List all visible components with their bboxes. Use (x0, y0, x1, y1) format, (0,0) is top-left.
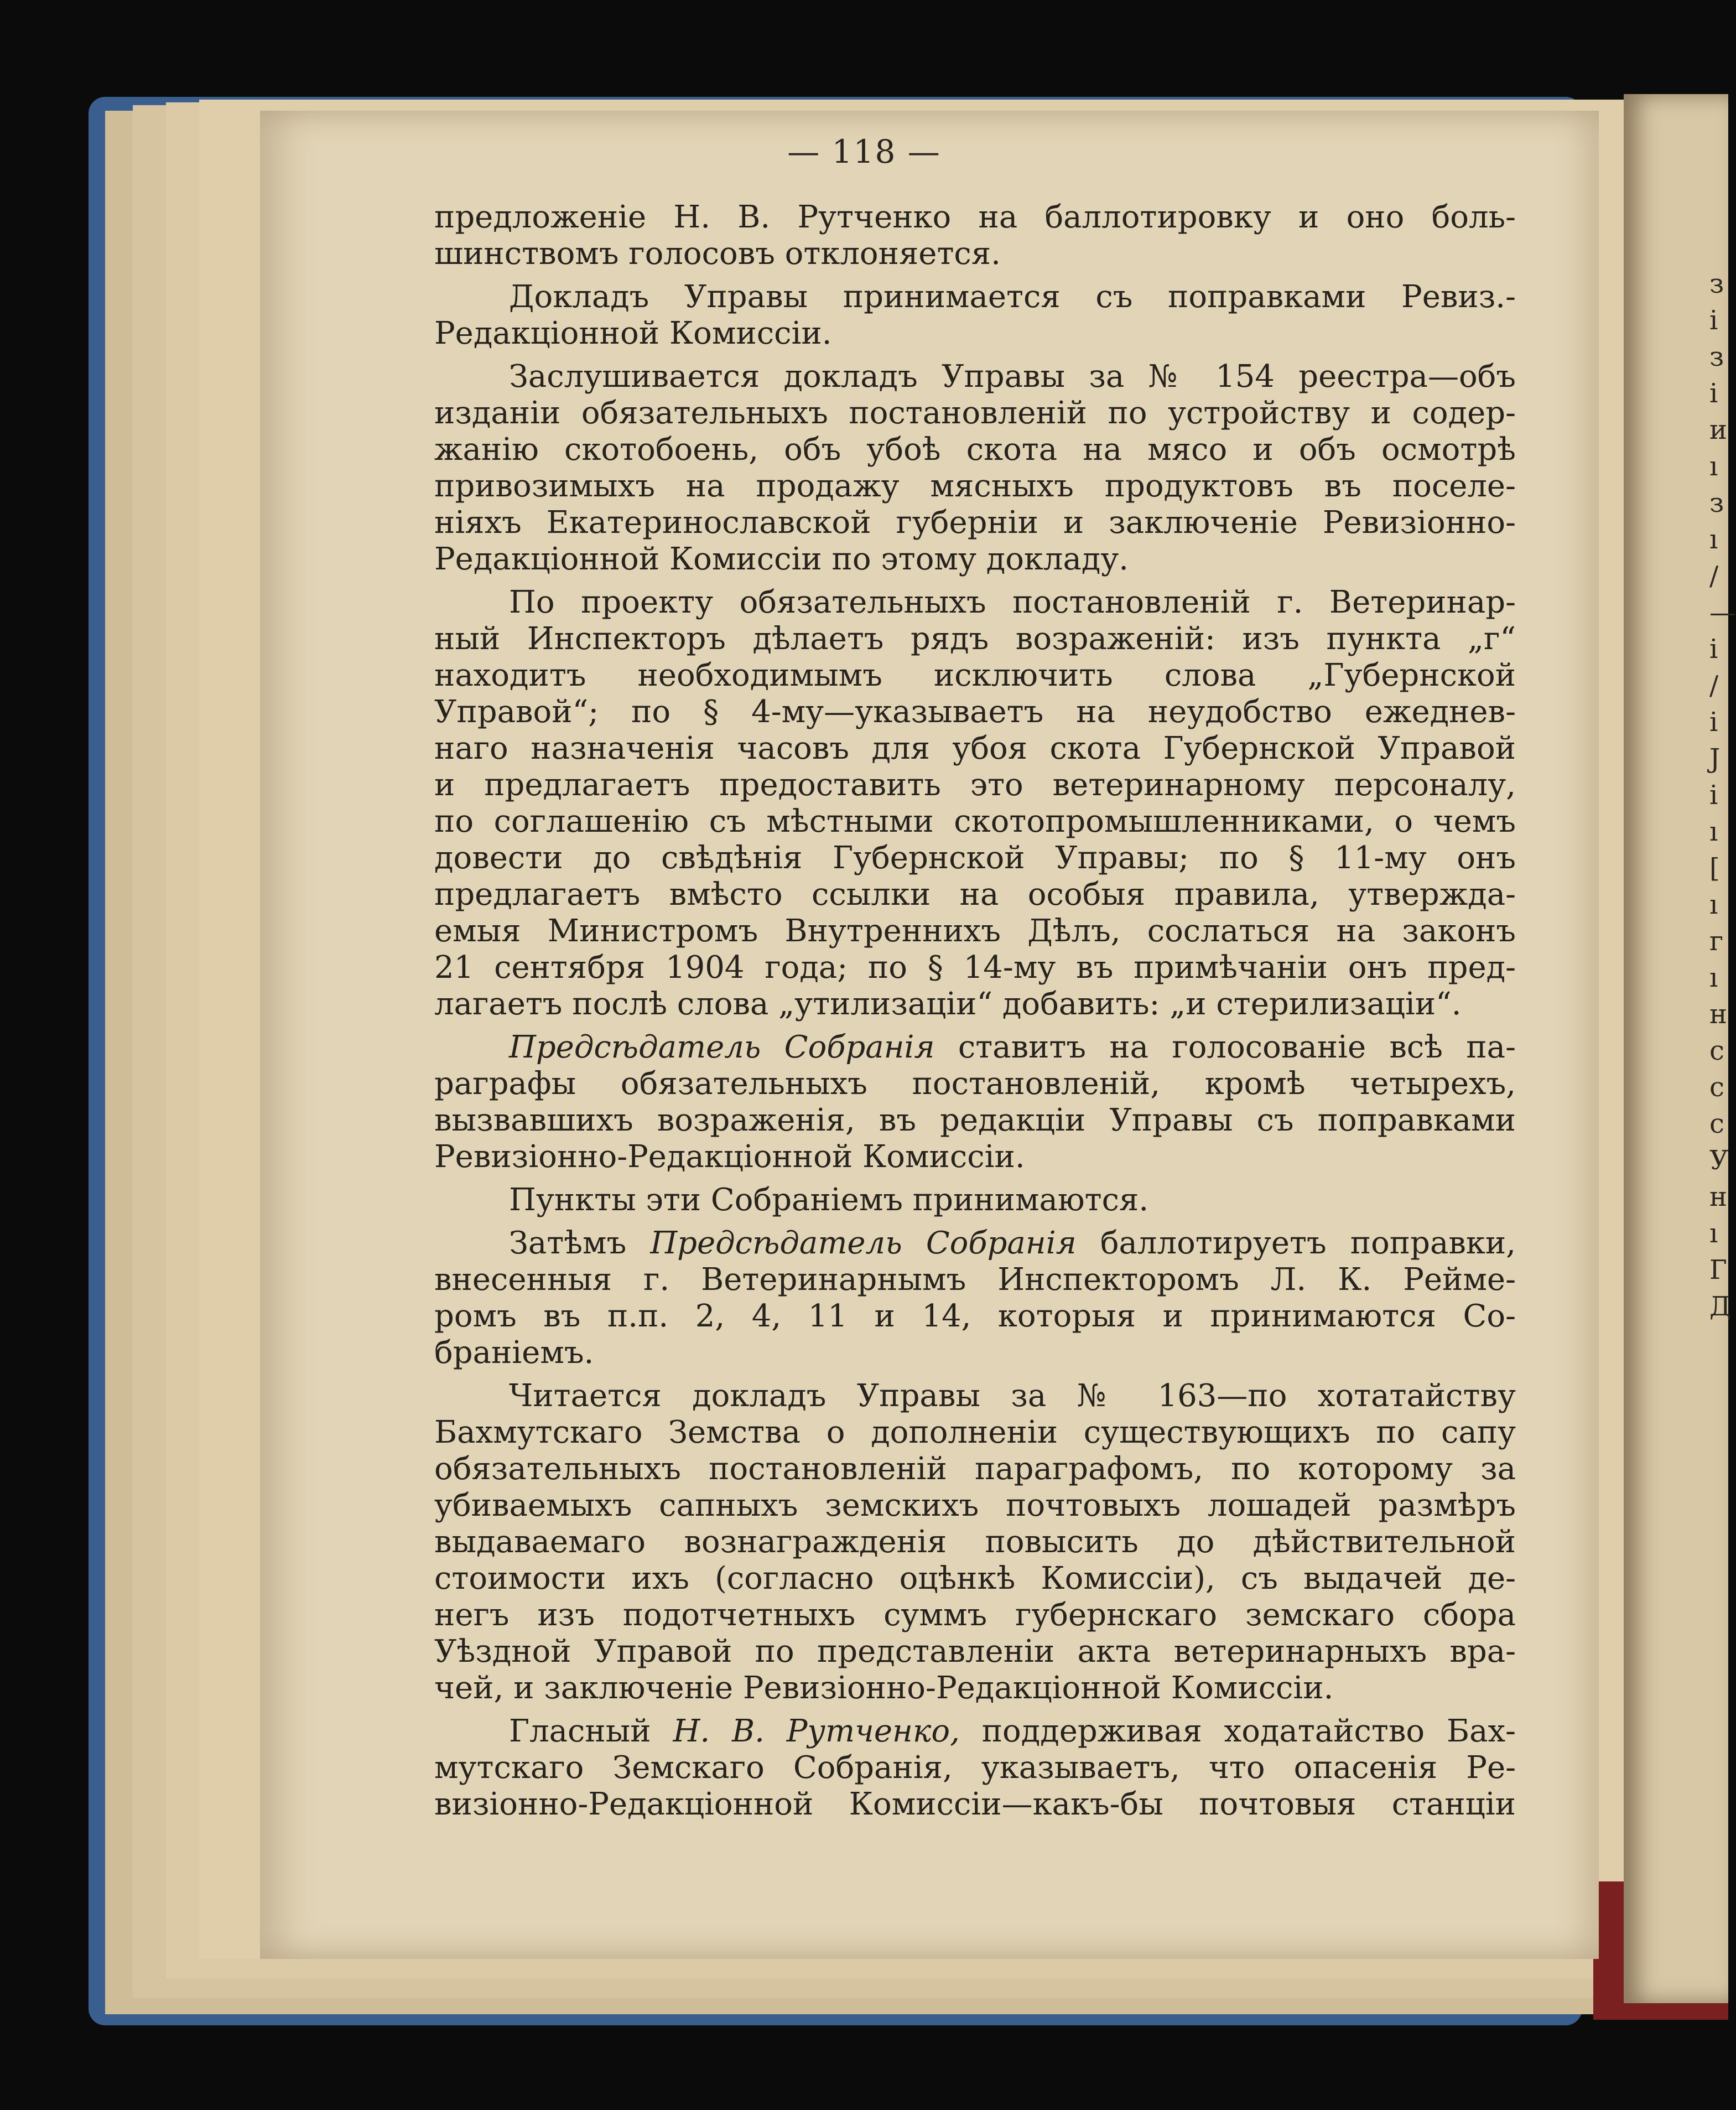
facing-glyph: ı (1709, 816, 1718, 847)
facing-glyph: і (1709, 707, 1718, 738)
text-line (434, 986, 1516, 1023)
page-body (434, 199, 1516, 1829)
text-line (434, 359, 1516, 395)
line-text: убиваемыхъ сапныхъ земскихъ почтовыхъ лошадей размѣръ (434, 1487, 1516, 1523)
text-line (434, 1634, 1516, 1670)
line-text: ставитъ на голосованіе всѣ па- (934, 1029, 1516, 1065)
line-text: Читается докладъ Управы за № 163—по хотатайству (509, 1378, 1516, 1414)
facing-glyph: і (1709, 305, 1718, 336)
line-text: Управой“; по § 4-му—указываетъ на неудобство ежеднев- (434, 694, 1516, 730)
text-line (434, 877, 1516, 913)
line-text: По проекту обязательныхъ постановленій г. Ветеринар- (509, 584, 1516, 620)
line-text: ніяхъ Екатеринославской губерніи и заключеніе Ревизіонно- (434, 505, 1516, 541)
paragraph (434, 1182, 1516, 1219)
line-text: поддерживая ходатайство Бах- (959, 1713, 1516, 1749)
text-line (434, 1750, 1516, 1786)
text-line (434, 199, 1516, 236)
facing-glyph: н (1709, 1181, 1727, 1212)
text-line (434, 1139, 1516, 1175)
text-line (434, 913, 1516, 950)
text-line (434, 432, 1516, 468)
line-text: визіонно-Редакціонной Комиссіи—какъ-бы почтовыя станціи (434, 1786, 1516, 1822)
text-line (434, 1524, 1516, 1561)
text-line (434, 1102, 1516, 1139)
facing-glyph: з (1709, 268, 1724, 299)
text-line (434, 1487, 1516, 1524)
line-text: емыя Министромъ Внутреннихъ Дѣлъ, сослаться на законъ (434, 913, 1516, 949)
text-line (434, 1262, 1516, 1298)
lead-text: Гласный (509, 1713, 673, 1749)
line-text: изданіи обязательныхъ постановленій по устройству и содер- (434, 395, 1516, 431)
facing-glyph: — (1709, 597, 1736, 628)
facing-glyph: с (1709, 1035, 1724, 1066)
line-text: внесенныя г. Ветеринарнымъ Инспекторомъ Л. К. Рейме- (434, 1262, 1516, 1298)
line-text: мутскаго Земскаго Собранія, указываетъ, что опасенія Ре- (434, 1750, 1516, 1786)
line-text: ромъ въ п.п. 2, 4, 11 и 14, которыя и принимаются Со- (434, 1298, 1516, 1334)
facing-glyph: з (1709, 488, 1724, 519)
text-line (434, 1670, 1516, 1707)
line-text: Редакціонной Комиссіи по этому докладу. (434, 541, 1129, 577)
text-line (434, 767, 1516, 803)
line-text: Заслушивается докладъ Управы за № 154 реестра—объ (509, 359, 1516, 395)
paragraph (434, 584, 1516, 1023)
page-number: — 118 — (787, 133, 941, 170)
text-line (434, 694, 1516, 730)
facing-glyph: Г (1709, 1254, 1727, 1285)
facing-glyph: с (1709, 1108, 1724, 1139)
line-text: чей, и заключеніе Ревизіонно-Редакціонной Комиссіи. (434, 1670, 1334, 1706)
line-text: 21 сентября 1904 года; по § 14-му въ примѣчаніи онъ пред- (434, 950, 1516, 986)
italic-name: Предсѣдатель Собранія (650, 1225, 1077, 1261)
text-line (434, 395, 1516, 432)
facing-glyph: / (1709, 561, 1719, 592)
facing-glyph: з (1709, 341, 1724, 372)
line-text: Редакціонной Комиссіи. (434, 315, 832, 351)
facing-glyph: Д (1709, 1291, 1732, 1322)
text-line (434, 730, 1516, 767)
text-line (434, 1597, 1516, 1634)
facing-glyph: і (1709, 634, 1718, 665)
text-line (434, 840, 1516, 877)
facing-glyph: [ (1709, 853, 1720, 884)
lead-text: Затѣмъ (509, 1225, 651, 1261)
facing-glyph: ı (1709, 1218, 1718, 1249)
facing-glyph: ı (1709, 524, 1718, 555)
text-line (434, 1378, 1516, 1414)
paragraph (434, 359, 1516, 578)
text-line (434, 279, 1516, 315)
paragraph (434, 1713, 1516, 1823)
facing-glyph: У (1709, 1145, 1729, 1176)
line-text: предложеніе Н. В. Рутченко на баллотировку и оно боль- (434, 199, 1516, 235)
line-text: стоимости ихъ (согласно оцѣнкѣ Комиссіи), съ выдачей де- (434, 1561, 1516, 1596)
facing-glyph: / (1709, 670, 1719, 701)
facing-glyph: ı (1709, 889, 1718, 920)
facing-page-text (1709, 266, 1736, 1325)
line-text: находитъ необходимымъ исключить слова „Губернской (434, 657, 1516, 693)
line-text: и предлагаетъ предоставить это ветеринарному персоналу, (434, 767, 1516, 803)
paragraph (434, 1225, 1516, 1371)
text-line (434, 541, 1516, 578)
text-line (434, 468, 1516, 505)
text-line (434, 1713, 1516, 1750)
text-line (434, 1335, 1516, 1371)
text-line (434, 1182, 1516, 1219)
line-text: Бахмутскаго Земства о дополненіи существующихъ по сапу (434, 1414, 1516, 1450)
line-text: привозимыхъ на продажу мясныхъ продуктовъ въ поселе- (434, 468, 1516, 504)
text-line (434, 236, 1516, 272)
line-text: раграфы обязательныхъ постановленій, кромѣ четырехъ, (434, 1066, 1516, 1102)
text-line (434, 1298, 1516, 1335)
text-line (434, 950, 1516, 986)
line-text: шинствомъ голосовъ отклоняется. (434, 236, 1001, 272)
italic-name: Предсѣдатель Собранія (509, 1029, 935, 1065)
line-text: баллотируетъ поправки, (1076, 1225, 1516, 1261)
facing-glyph: с (1709, 1072, 1724, 1103)
facing-glyph: и (1709, 414, 1727, 445)
text-line (434, 621, 1516, 657)
facing-glyph: ı (1709, 451, 1718, 482)
facing-glyph: і (1709, 780, 1718, 811)
text-line (434, 803, 1516, 840)
paragraph (434, 199, 1516, 272)
text-line (434, 1066, 1516, 1102)
line-text: браніемъ. (434, 1335, 594, 1371)
line-text: наго назначенія часовъ для убоя скота Губернской Управой (434, 730, 1516, 766)
line-text: Ревизіонно-Редакціонной Комиссіи. (434, 1139, 1025, 1175)
text-line (434, 1414, 1516, 1451)
paragraph (434, 1029, 1516, 1175)
facing-glyph: ı (1709, 962, 1718, 993)
line-text: по соглашенію съ мѣстными скотопромышленниками, о чемъ (434, 803, 1516, 839)
line-text: жанію скотобоень, объ убоѣ скота на мясо и объ осмотрѣ (434, 432, 1516, 468)
line-text: лагаетъ послѣ слова „утилизаціи“ добавить: „и стерилизаціи“. (434, 986, 1462, 1022)
line-text: негъ изъ подотчетныхъ суммъ губернскаго земскаго сбора (434, 1597, 1516, 1633)
paragraph (434, 1378, 1516, 1707)
text-line (434, 505, 1516, 541)
line-text: вызвавшихъ возраженія, въ редакціи Управы съ поправками (434, 1102, 1516, 1138)
facing-glyph: J (1709, 743, 1721, 774)
line-text: Уѣздной Управой по представленіи акта ветеринарныхъ вра- (434, 1634, 1516, 1670)
line-text: предлагаетъ вмѣсто ссылки на особыя правила, утвержда- (434, 877, 1516, 913)
line-text: выдаваемаго вознагражденія повысить до дѣйствительной (434, 1524, 1516, 1560)
text-line (434, 1225, 1516, 1262)
facing-glyph: н (1709, 999, 1727, 1030)
facing-glyph: і (1709, 378, 1718, 409)
facing-glyph: г (1709, 926, 1724, 957)
text-line (434, 584, 1516, 621)
line-text: Докладъ Управы принимается съ поправками Ревиз.- (509, 279, 1516, 315)
italic-name: Н. В. Рутченко, (673, 1713, 960, 1749)
line-text: обязательныхъ постановленій параграфомъ, по которому за (434, 1451, 1516, 1487)
line-text: ный Инспекторъ дѣлаетъ рядъ возраженій: изъ пункта „г“ (434, 621, 1516, 657)
paragraph (434, 279, 1516, 352)
text-line (434, 1451, 1516, 1487)
line-text: довести до свѣдѣнія Губернской Управы; по § 11-му онъ (434, 840, 1516, 876)
text-line (434, 315, 1516, 352)
line-text: Пункты эти Собраніемъ принимаются. (509, 1182, 1149, 1218)
text-line (434, 1029, 1516, 1066)
text-line (434, 1786, 1516, 1823)
text-line (434, 657, 1516, 694)
text-line (434, 1561, 1516, 1597)
